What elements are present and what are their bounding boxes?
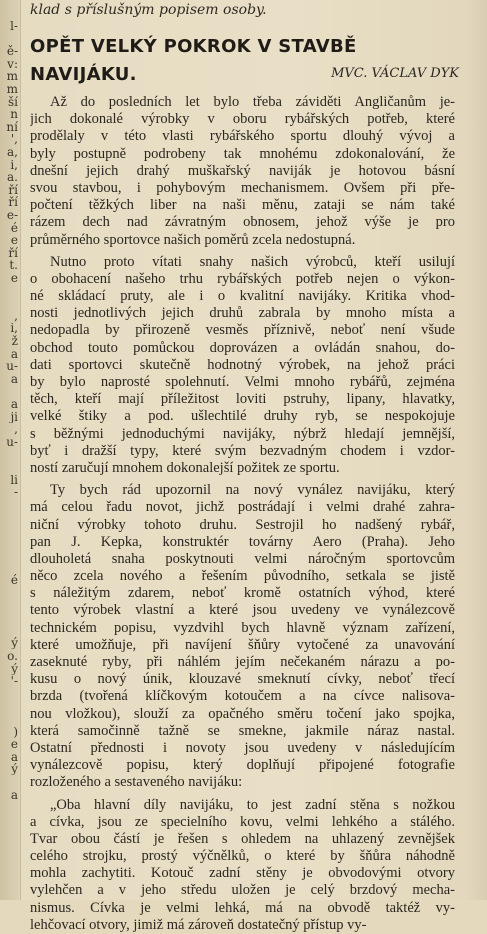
- gutter-fragment: a: [1, 751, 18, 763]
- text-line: má celou řadu novot, jichž postrádají i velmi drahé zahra-: [30, 499, 455, 516]
- gutter-fragment: a,: [1, 146, 18, 158]
- text-line: dati sportovci skutečně hodnotný výrobek, na jehož práci: [30, 357, 455, 374]
- page-edge-shadow: [465, 0, 487, 900]
- gutter-fragment: ší: [1, 96, 18, 108]
- text-line: byť i dražší typy, které svým bezvadným chodem i vzdor-: [30, 443, 455, 460]
- facing-page-edge: [0, 0, 21, 900]
- text-line: dnešní jejich drahý muškařský naviják je hotovou básní: [30, 163, 455, 180]
- text-line: s náležitým zdarem, neboť kromě ostatních výhod, které: [30, 585, 455, 602]
- text-line: ností zaručují mnohem dokonalejší požitek ze sportu.: [30, 460, 455, 477]
- text-line: svou stavbou, i pohybovým mechanismem. Ovšem při pře-: [30, 180, 455, 197]
- gutter-fragment: ě-: [1, 45, 18, 57]
- paragraph: [30, 254, 455, 477]
- author-byline: MVC. VÁCLAV DYK: [331, 66, 459, 81]
- gutter-fragment: ,: [1, 423, 18, 435]
- text-line: dlouholetá snaha poskytnouti velmi náročným sportovcům: [30, 551, 455, 568]
- article-body: [30, 94, 455, 934]
- text-line: Až do posledních let bylo třeba záviděti Angličanům je-: [30, 94, 455, 111]
- gutter-fragment: ý: [1, 637, 18, 649]
- gutter-fragment: l-: [1, 20, 18, 32]
- text-line: nismus. Cívka je velmi lehká, má na obvodě taktéž vy-: [30, 900, 455, 917]
- gutter-fragment: e: [1, 738, 18, 750]
- gutter-fragment: ří: [1, 247, 18, 259]
- paragraph: [30, 797, 455, 934]
- text-line: Nutno proto vítati snahy našich výrobců, kteří usilují: [30, 254, 455, 271]
- text-line: rozloženého a sestaveného navijáku:: [30, 774, 455, 791]
- text-line: celého strojku, prostý výčnělků, o které by šňůra náhodně: [30, 848, 455, 865]
- paragraph: [30, 94, 455, 249]
- text-line: rázem dech nad závratným obnosem, jehož výše je pro: [30, 214, 455, 231]
- article-title-line-1: OPĚT VELKÝ POKROK V STAVBĚ: [30, 36, 357, 57]
- gutter-fragment: e: [1, 234, 18, 246]
- text-line: vylehčen a v jeho středu uložen je celý brzdový mecha-: [30, 882, 455, 899]
- gutter-fragment: t.: [1, 259, 18, 271]
- paragraph: [30, 482, 455, 791]
- gutter-fragment: v:: [1, 58, 18, 70]
- text-line: velké štiky a pod. ušlechtilé druhy ryb, se nespokojuje: [30, 408, 455, 425]
- text-line: tento výrobek vlastní a které jsou uvedeny ve vynálezcově: [30, 602, 455, 619]
- text-line: s běžnými jednoduchými navijáky, nýbrž hledají jemnější,: [30, 426, 455, 443]
- text-line: né skládací pruty, ale i o kvalitní navijáky. Kritika vhod-: [30, 288, 455, 305]
- gutter-fragment: ,: [1, 310, 18, 322]
- gutter-fragment: ří: [1, 184, 18, 196]
- gutter-fragment: a: [1, 348, 18, 360]
- gutter-fragment: é: [1, 222, 18, 234]
- text-line: Ostatní přednosti i novoty jsou uvedeny v následujícím: [30, 740, 455, 757]
- text-line: počtení těžkých liber na naši měnu, zataji se nám také: [30, 197, 455, 214]
- gutter-fragment: a.: [1, 171, 18, 183]
- text-line: „Oba hlavní díly navijáku, to jest zadní stěna s nožkou: [30, 797, 455, 814]
- text-line: brzda (tvořená klíčkovým kotoučem a na cívce nalisova-: [30, 688, 455, 705]
- gutter-fragment: ní: [1, 121, 18, 133]
- text-line: kusu o nový únik, klouzavé smeknutí cívky, neboť třecí: [30, 671, 455, 688]
- caption-continuation: klad s příslušným popisem osoby.: [30, 2, 267, 18]
- text-line: která samočinně tažně se smekne, jakmile náraz nastal.: [30, 723, 455, 740]
- gutter-fragment: li: [1, 474, 18, 486]
- gutter-fragment: a: [1, 398, 18, 410]
- gutter-fragment: n: [1, 108, 18, 120]
- gutter-fragment: -: [1, 486, 18, 498]
- gutter-fragment: ří: [1, 196, 18, 208]
- text-line: prodělaly v této vlasti rybářského sportu dlouhý vývoj a: [30, 128, 455, 145]
- text-line: a cívka, jsou ze specielního kovu, velmi lehkého a stálého.: [30, 814, 455, 831]
- gutter-fragment: u-: [1, 436, 18, 448]
- gutter-fragment: i,: [1, 322, 18, 334]
- gutter-fragment: é: [1, 574, 18, 586]
- gutter-fragment: i,: [1, 159, 18, 171]
- gutter-fragment: u-: [1, 360, 18, 372]
- gutter-fragment: e: [1, 272, 18, 284]
- gutter-fragment: m: [1, 83, 18, 95]
- text-line: těch, kteří mají příležitost loviti pstruhy, lipany, hlavatky,: [30, 391, 455, 408]
- text-line: něco zcela nového a řešením původního, setkala se jistě: [30, 568, 455, 585]
- gutter-fragment: ý: [1, 763, 18, 775]
- text-line: o obohacení našeho trhu rybářských potřeb nejen o výkon-: [30, 271, 455, 288]
- text-line: mohla zachytiti. Kotouč zadní stěny je obvodovými otvory: [30, 865, 455, 882]
- gutter-fragment: o.: [1, 650, 18, 662]
- gutter-fragment: a: [1, 373, 18, 385]
- gutter-fragment: m: [1, 70, 18, 82]
- text-line: obchod touto pomůckou doprovázen a ovládán snahou, do-: [30, 340, 455, 357]
- text-line: průměrného sportovce našich poměrů zcela nedostupná.: [30, 232, 455, 249]
- text-line: byly postupně podrobeny tak mnohému zdokonalování, že: [30, 146, 455, 163]
- gutter-fragment: ý: [1, 663, 18, 675]
- text-line: niční výrobky tohoto druhu. Sestrojil ho nadšený rybář,: [30, 517, 455, 534]
- text-line: nedopadla by přirozeně vesměs příznivě, neboť není všude: [30, 322, 455, 339]
- text-line: nou vložkou), slouží za opačného směru točení jako spojka,: [30, 706, 455, 723]
- gutter-fragment: a: [1, 789, 18, 801]
- text-line: vynálezcově popisu, který doplňují připojené fotografie: [30, 757, 455, 774]
- gutter-fragment: ): [1, 726, 18, 738]
- text-line: Ty bych rád upozornil na nový vynález navijáku, který: [30, 482, 455, 499]
- text-line: by bylo naprosté spolehnutí. Velmi mnoho rybářů, zejména: [30, 374, 455, 391]
- gutter-fragment: '-: [1, 675, 18, 687]
- text-line: Tvar obou částí je řešen s ohledem na uhlazený zevnějšek: [30, 831, 455, 848]
- text-line: zaseknuté ryby, při náhlém jejím nečekaném nárazu a po-: [30, 654, 455, 671]
- gutter-fragment: ji: [1, 411, 18, 423]
- text-line: pan J. Kepka, konstruktér továrny Aero (Praha). Jeho: [30, 534, 455, 551]
- text-line: jich dokonalé výrobky v oboru rybářských potřeb, které: [30, 111, 455, 128]
- text-line: které umožňuje, při navíjení šňůry vytočené za unavování: [30, 637, 455, 654]
- gutter-fragment: ',: [1, 133, 18, 145]
- article-title-line-2: NAVIJÁKU.: [30, 64, 137, 85]
- gutter-fragment: ž: [1, 335, 18, 347]
- text-line: technickém popisu, vyzdvihl bych hlavně význam zařízení,: [30, 620, 455, 637]
- gutter-fragment: e-: [1, 209, 18, 221]
- text-line: nosti jednotlivých jejich druhů zabrala by mnoho místa a: [30, 305, 455, 322]
- text-line: lehčovací otvory, jimiž má zároveň dostatečný přístup vy-: [30, 917, 455, 934]
